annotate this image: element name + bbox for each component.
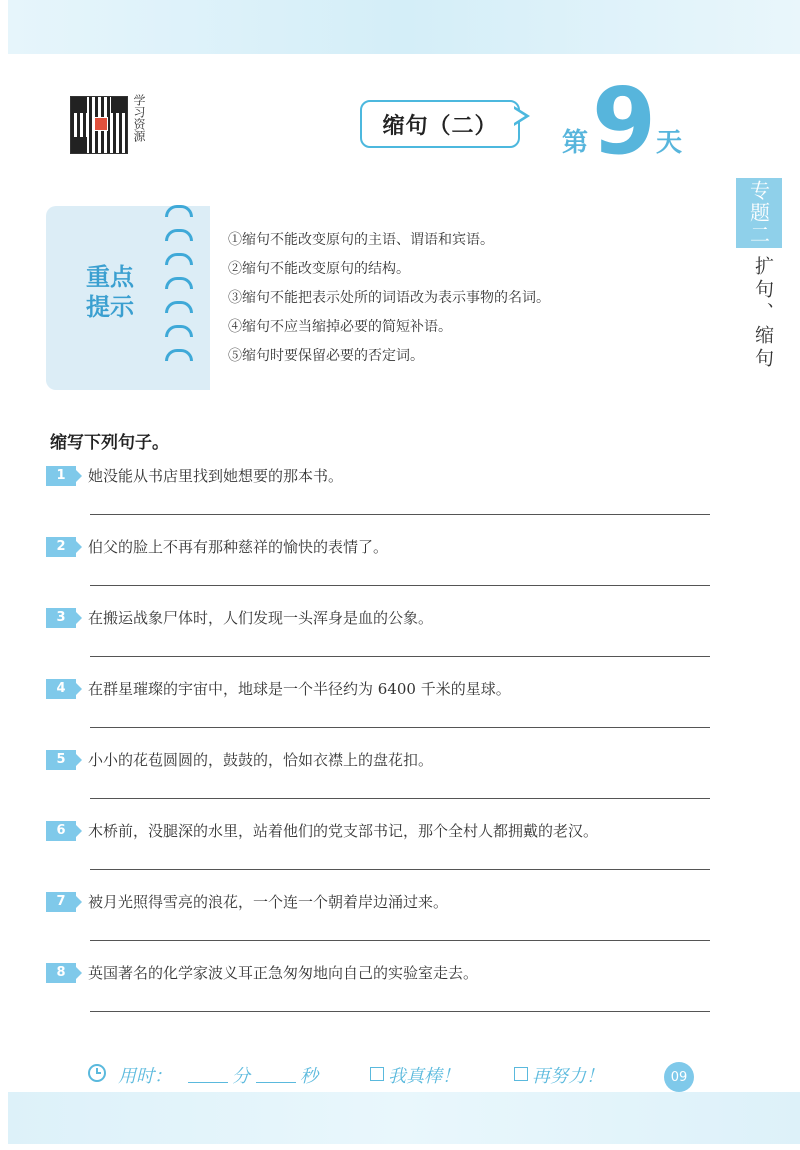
ring-icon [165, 205, 193, 217]
ring-icon [165, 325, 193, 337]
topic-tab: 专题二 [736, 178, 782, 248]
lesson-title: 缩句（二） [360, 100, 520, 148]
answer-line[interactable] [90, 798, 710, 799]
answer-line[interactable] [90, 1011, 710, 1012]
time-tracker [84, 1060, 704, 1090]
key-points-title: 重点提示 [86, 262, 134, 321]
minutes-blank[interactable] [188, 1082, 228, 1083]
checkbox-try[interactable] [514, 1067, 528, 1081]
ring-icon [165, 229, 193, 241]
question-number: 3 [46, 608, 76, 628]
key-point: ②缩句不能改变原句的结构。 [228, 261, 410, 277]
question-text: 被月光照得雪亮的浪花，一个连一个朝着岸边涌过来。 [88, 893, 449, 911]
qr-caption: 学习资源 [132, 94, 146, 142]
answer-line[interactable] [90, 940, 710, 941]
question-text: 在群星璀璨的宇宙中，地球是一个半径约为 6400 千米的星球。 [88, 680, 511, 698]
question-number: 7 [46, 892, 76, 912]
key-points-list [228, 226, 628, 371]
question-number: 5 [46, 750, 76, 770]
answer-line[interactable] [90, 869, 710, 870]
topic-subtitle: 扩句、缩句 [752, 256, 774, 371]
question-number: 2 [46, 537, 76, 557]
ring-icon [165, 349, 193, 361]
second-unit: 秒 [300, 1066, 318, 1087]
bottom-decor-band [8, 1092, 800, 1144]
key-point: ③缩句不能把表示处所的词语改为表示事物的名词。 [228, 290, 550, 306]
ring-icon [165, 301, 193, 313]
checkbox-great[interactable] [370, 1067, 384, 1081]
answer-line[interactable] [90, 727, 710, 728]
question-text: 伯父的脸上不再有那种慈祥的愉快的表情了。 [88, 538, 389, 556]
alarm-clock-icon [88, 1064, 106, 1082]
minute-unit: 分 [232, 1066, 250, 1087]
key-point: ①缩句不能改变原句的主语、谓语和宾语。 [228, 232, 494, 248]
question-number: 4 [46, 679, 76, 699]
time-label: 用时： [118, 1066, 172, 1087]
top-decor-band [8, 0, 800, 54]
qr-badge-icon [94, 117, 108, 131]
question-number: 1 [46, 466, 76, 486]
key-point: ④缩句不应当缩掉必要的简短补语。 [228, 319, 452, 335]
answer-line[interactable] [90, 585, 710, 586]
question-text: 在搬运战象尸体时，人们发现一头浑身是血的公象。 [88, 609, 434, 627]
ring-icon [165, 277, 193, 289]
exercise-instruction: 缩写下列句子。 [50, 433, 169, 453]
seconds-blank[interactable] [256, 1082, 296, 1083]
question-number: 6 [46, 821, 76, 841]
question-text: 她没能从书店里找到她想要的那本书。 [88, 467, 344, 485]
check-great-label: 我真棒！ [388, 1066, 460, 1087]
day-suffix: 天 [656, 128, 683, 158]
check-try-label: 再努力！ [532, 1066, 604, 1087]
question-text: 小小的花苞圆圆的，鼓鼓的，恰如衣襟上的盘花扣。 [88, 751, 434, 769]
ring-icon [165, 253, 193, 265]
question-number: 8 [46, 963, 76, 983]
key-point: ⑤缩句时要保留必要的否定词。 [228, 348, 424, 364]
question-text: 英国著名的化学家波义耳正急匆匆地向自己的实验室走去。 [88, 964, 479, 982]
answer-line[interactable] [90, 656, 710, 657]
binder-rings [165, 205, 205, 373]
answer-line[interactable] [90, 514, 710, 515]
question-text: 木桥前，没腿深的水里，站着他们的党支部书记，那个全村人都拥戴的老汉。 [88, 822, 599, 840]
day-number: 9 [592, 68, 657, 175]
page-number: 09 [664, 1062, 694, 1092]
day-prefix: 第 [562, 128, 589, 158]
